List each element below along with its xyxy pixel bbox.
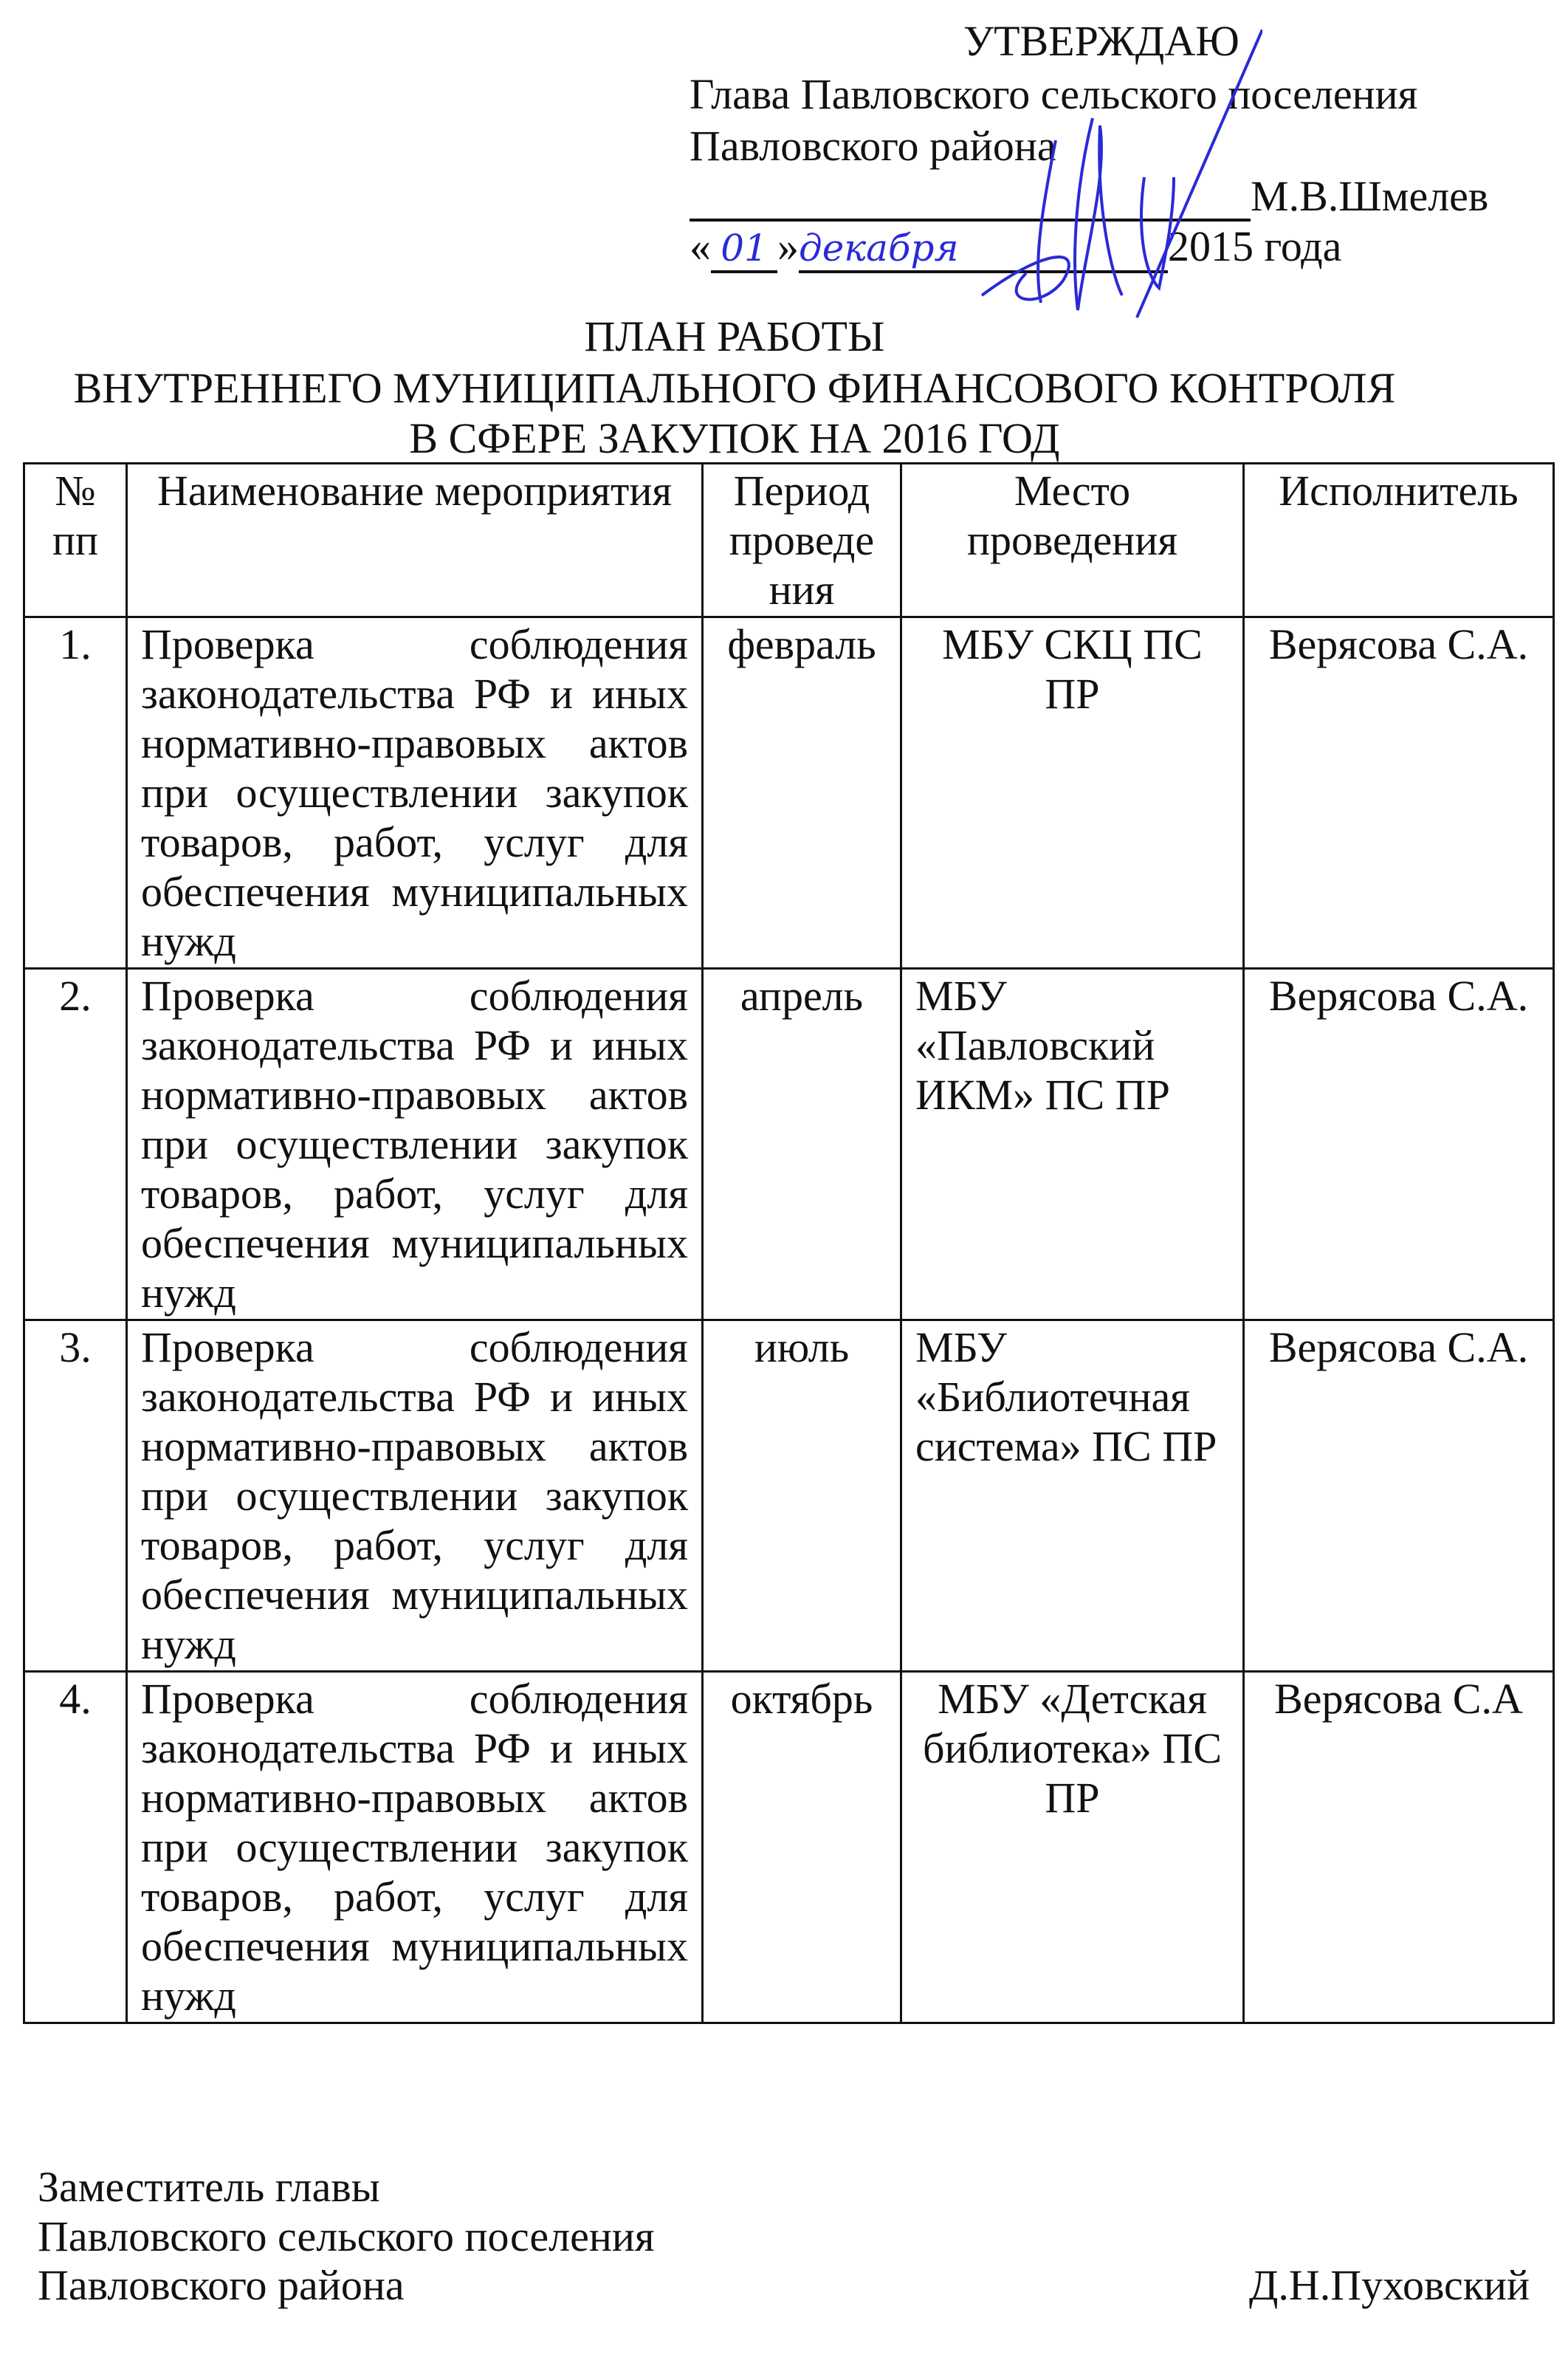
row-period: октябрь bbox=[703, 1672, 901, 2023]
row-place: МБУ «Библиотечная система» ПС ПР bbox=[901, 1320, 1244, 1672]
row-period: апрель bbox=[703, 969, 901, 1320]
footer-line2: Павловского сельского поселения bbox=[38, 2212, 655, 2260]
handwritten-signature bbox=[952, 30, 1262, 325]
date-quote-open: « bbox=[690, 222, 711, 270]
row-executor: Верясова С.А. bbox=[1244, 969, 1554, 1320]
row-period: февраль bbox=[703, 617, 901, 969]
footer-signer: Д.Н.Пуховский bbox=[1248, 2261, 1530, 2309]
table-row bbox=[24, 969, 1554, 1320]
title-line3: В СФЕРЕ ЗАКУПОК НА 2016 ГОД bbox=[409, 414, 1060, 462]
header-period: Период проведе ния bbox=[703, 464, 901, 617]
header-name: Наименование мероприятия bbox=[127, 464, 703, 617]
table-header-row bbox=[24, 464, 1554, 617]
approval-signer: М.В.Шмелев bbox=[1251, 172, 1489, 220]
row-executor: Верясова С.А. bbox=[1244, 617, 1554, 969]
row-name: Проверка соблюдения законодательства РФ и иных нормативно-правовых актов при осуществлении закупок товаров, работ, услуг для обеспечения муниципальных нужд bbox=[127, 1320, 703, 1672]
header-number: № пп bbox=[24, 464, 127, 617]
date-month: декабря bbox=[799, 226, 1168, 273]
approval-position-line1: Глава Павловского сельского поселения bbox=[690, 70, 1418, 118]
title-line1: ПЛАН РАБОТЫ bbox=[584, 312, 885, 360]
date-quote-close: » bbox=[777, 222, 799, 270]
approval-heading: УТВЕРЖДАЮ bbox=[963, 17, 1239, 65]
title-line2: ВНУТРЕННЕГО МУНИЦИПАЛЬНОГО ФИНАНСОВОГО КОНТРОЛЯ bbox=[73, 364, 1396, 412]
plan-table bbox=[23, 462, 1555, 2024]
row-name: Проверка соблюдения законодательства РФ и иных нормативно-правовых актов при осуществлении закупок товаров, работ, услуг для обеспечения муниципальных нужд bbox=[127, 969, 703, 1320]
footer-line3: Павловского района bbox=[38, 2261, 405, 2309]
date-year: 2015 года bbox=[1168, 222, 1342, 270]
row-name: Проверка соблюдения законодательства РФ и иных нормативно-правовых актов при осуществлении закупок товаров, работ, услуг для обеспечения муниципальных нужд bbox=[127, 617, 703, 969]
table-row bbox=[24, 617, 1554, 969]
row-executor: Верясова С.А bbox=[1244, 1672, 1554, 2023]
row-place: МБУ «Павловский ИКМ» ПС ПР bbox=[901, 969, 1244, 1320]
row-number: 3. bbox=[24, 1320, 127, 1672]
row-number: 1. bbox=[24, 617, 127, 969]
row-name: Проверка соблюдения законодательства РФ и иных нормативно-правовых актов при осуществлении закупок товаров, работ, услуг для обеспечения муниципальных нужд bbox=[127, 1672, 703, 2023]
table-row bbox=[24, 1320, 1554, 1672]
header-executor: Исполнитель bbox=[1244, 464, 1554, 617]
row-number: 4. bbox=[24, 1672, 127, 2023]
row-place: МБУ СКЦ ПС ПР bbox=[901, 617, 1244, 969]
date-day: 01 bbox=[711, 226, 777, 273]
footer-line1: Заместитель главы bbox=[38, 2163, 380, 2211]
header-place: Место проведения bbox=[901, 464, 1244, 617]
row-executor: Верясова С.А. bbox=[1244, 1320, 1554, 1672]
approval-position-line2: Павловского района bbox=[690, 122, 1056, 170]
row-period: июль bbox=[703, 1320, 901, 1672]
row-place: МБУ «Детская библиотека» ПС ПР bbox=[901, 1672, 1244, 2023]
row-number: 2. bbox=[24, 969, 127, 1320]
table-row bbox=[24, 1672, 1554, 2023]
